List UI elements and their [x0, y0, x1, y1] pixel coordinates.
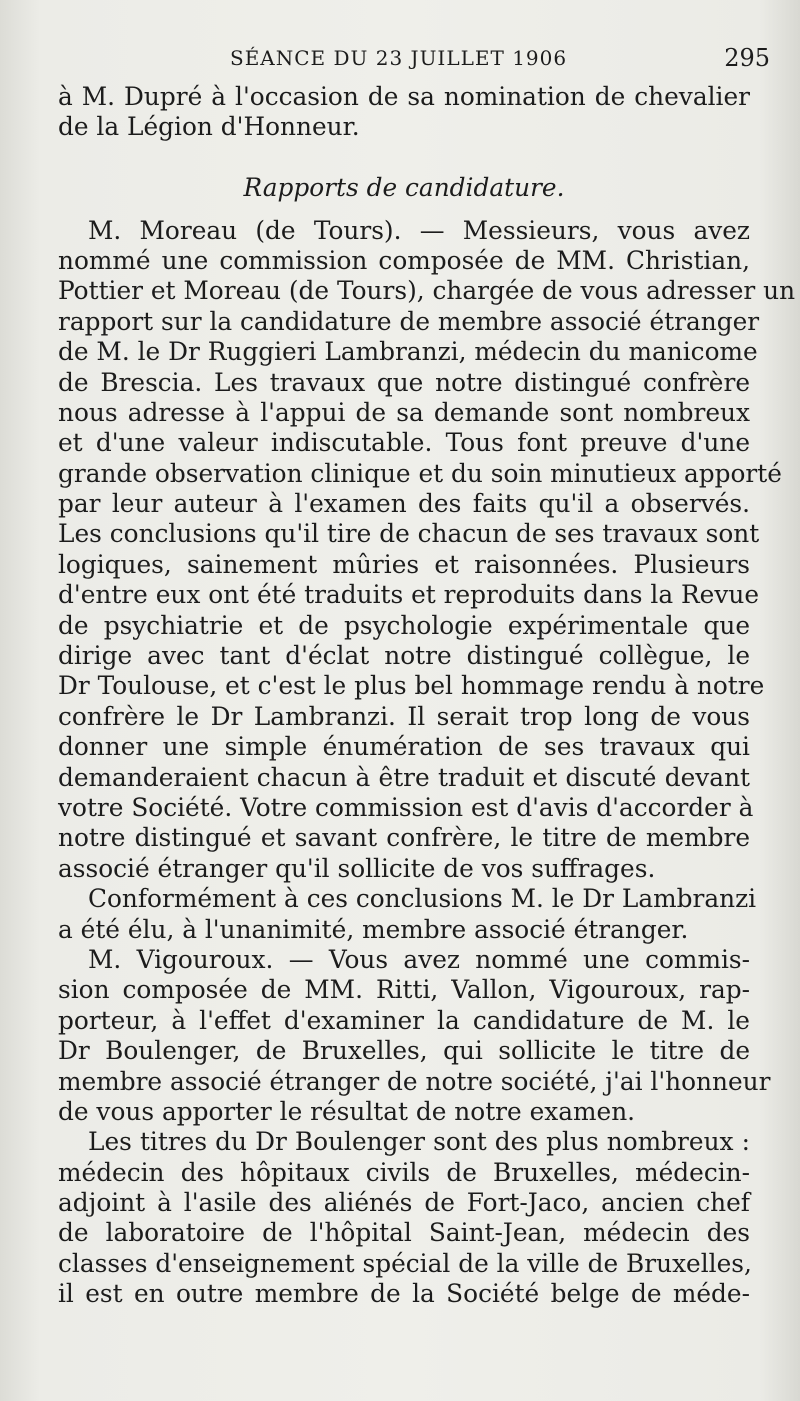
text-line: porteur, à l'effet d'examiner la candidature de M. le: [58, 1005, 750, 1035]
text-line: de Brescia. Les travaux que notre distingué confrère: [58, 367, 750, 397]
text-line: confrère le Dr Lambranzi. Il serait trop long de vous: [58, 701, 750, 731]
text-line: il est en outre membre de la Société belge de méde-: [58, 1279, 750, 1309]
text-line: d'entre eux ont été traduits et reproduits dans la Revue: [58, 580, 759, 610]
text-line: notre distingué et savant confrère, le titre de membre: [58, 823, 750, 853]
text-line: dirige avec tant d'éclat notre distingué collègue, le: [58, 641, 750, 671]
text-line: logiques, sainement mûries et raisonnées. Plusieurs: [58, 549, 750, 579]
text-line: classes d'enseignement spécial de la ville de Bruxelles,: [58, 1248, 752, 1278]
section-heading: Rapports de candidature.: [243, 173, 565, 203]
text-line: et d'une valeur indiscutable. Tous font preuve d'une: [58, 428, 750, 458]
running-header: [230, 42, 770, 74]
header-title: SÉANCE DU 23 JUILLET 1906: [230, 46, 568, 70]
text-line: votre Société. Votre commission est d'avis d'accorder à: [58, 792, 754, 822]
text-line: Dr Toulouse, et c'est le plus bel hommage rendu à notre: [58, 671, 765, 701]
text-line: a été élu, à l'unanimité, membre associé étranger.: [58, 914, 689, 944]
text-line: associé étranger qu'il sollicite de vos suffrages.: [58, 853, 656, 883]
text-line: de M. le Dr Ruggieri Lambranzi, médecin du manicome: [58, 337, 758, 367]
text-line: de psychiatrie et de psychologie expérimentale que: [58, 610, 750, 640]
text-line: grande observation clinique et du soin minutieux apporté: [58, 458, 782, 488]
text-line: membre associé étranger de notre société, j'ai l'honneur: [58, 1066, 771, 1096]
body-text: [58, 82, 796, 1310]
text-line: par leur auteur à l'examen des faits qu'il a observés.: [58, 489, 750, 519]
text-line: donner une simple énumération de ses travaux qui: [58, 732, 750, 762]
text-line: demanderaient chacun à être traduit et discuté devant: [58, 762, 750, 792]
text-line: nommé une commission composée de MM. Christian,: [58, 245, 750, 275]
blank-line: [58, 204, 750, 216]
text-line: M. Moreau (de Tours). — Messieurs, vous avez: [88, 215, 750, 245]
text-line: Les titres du Dr Boulenger sont des plus nombreux :: [88, 1127, 750, 1157]
text-line: M. Vigouroux. — Vous avez nommé une commis-: [88, 944, 750, 974]
text-line: de vous apporter le résultat de notre examen.: [58, 1096, 636, 1126]
text-line: de la Légion d'Honneur.: [58, 112, 360, 142]
text-line: rapport sur la candidature de membre associé étranger: [58, 306, 760, 336]
text-line: adjoint à l'asile des aliénés de Fort-Jaco, ancien chef: [58, 1188, 750, 1218]
page-number: 295: [724, 44, 770, 72]
text-line: Dr Boulenger, de Bruxelles, qui sollicite le titre de: [58, 1036, 750, 1066]
text-line: Pottier et Moreau (de Tours), chargée de vous adresser un: [58, 276, 796, 306]
text-line: Conformément à ces conclusions M. le Dr Lambranzi: [88, 884, 757, 914]
text-line: Les conclusions qu'il tire de chacun de ses travaux sont: [58, 519, 760, 549]
text-line: à M. Dupré à l'occasion de sa nomination de chevalier: [58, 82, 750, 111]
text-line: nous adresse à l'appui de sa demande sont nombreux: [58, 397, 750, 427]
text-line: de laboratoire de l'hôpital Saint-Jean, médecin des: [58, 1218, 750, 1248]
text-line: sion composée de MM. Ritti, Vallon, Vigouroux, rap-: [58, 975, 750, 1005]
blank-line: [58, 143, 750, 173]
text-line: médecin des hôpitaux civils de Bruxelles, médecin-: [58, 1157, 750, 1187]
